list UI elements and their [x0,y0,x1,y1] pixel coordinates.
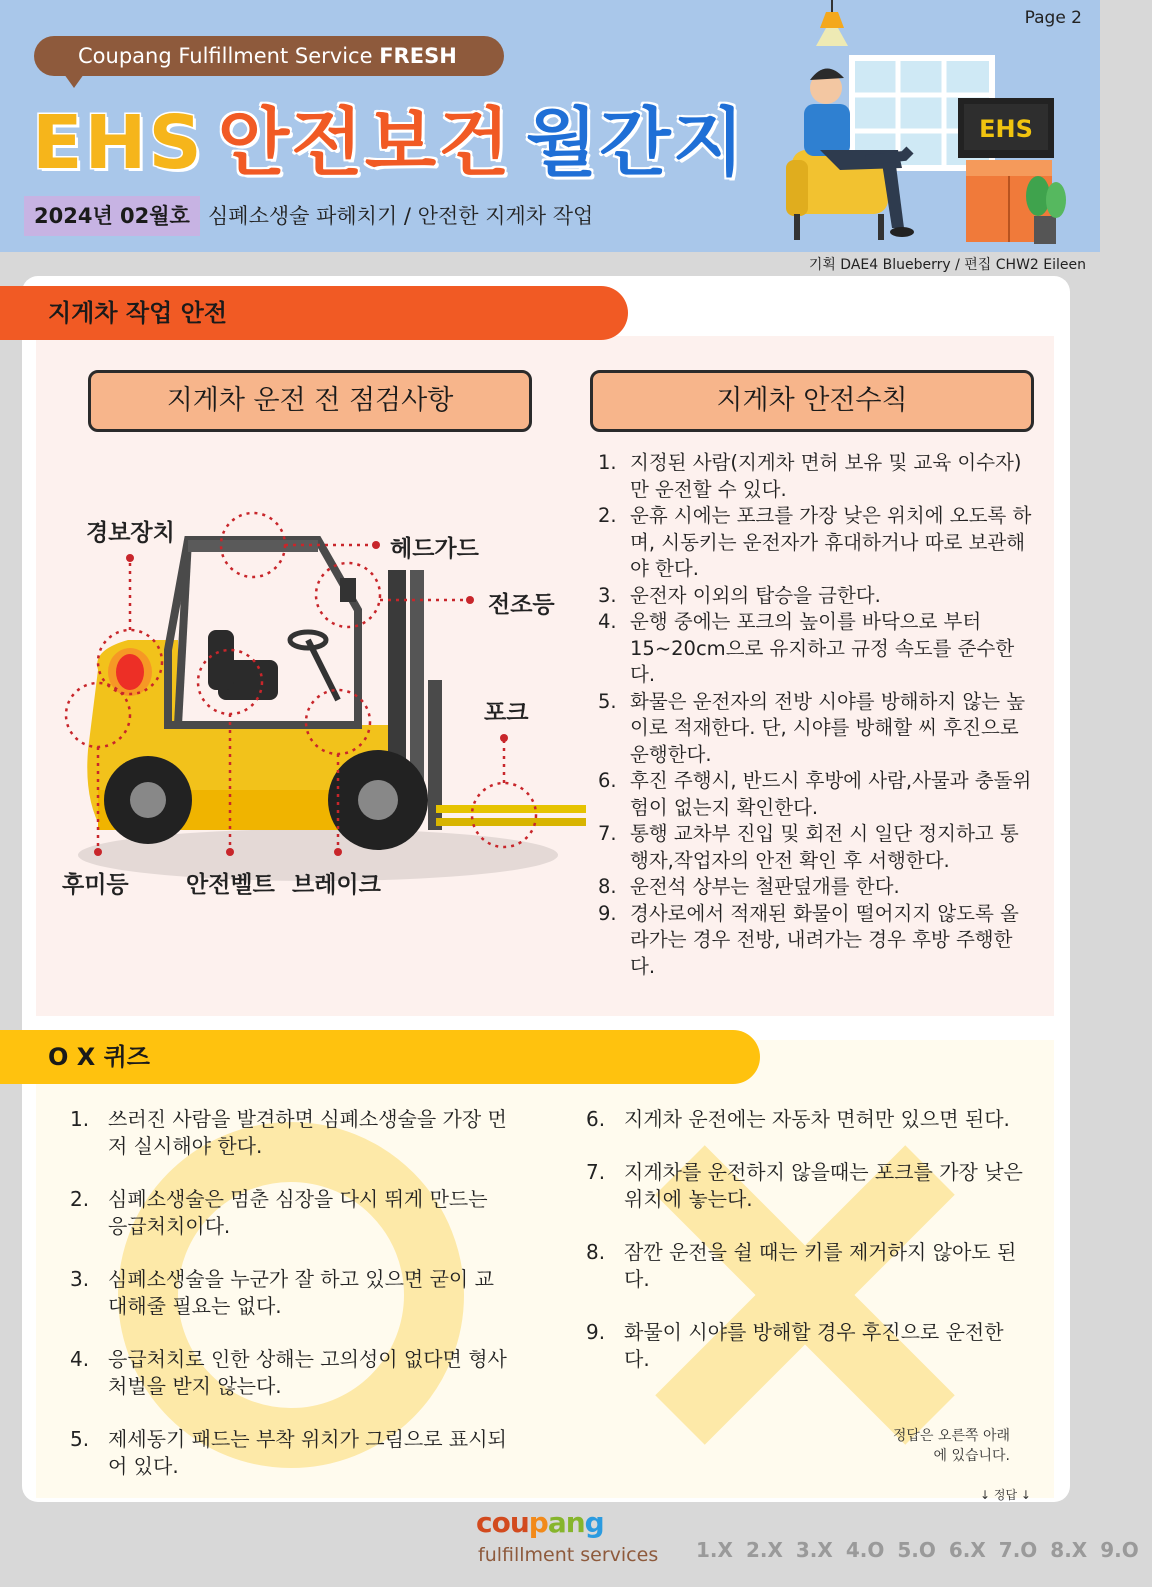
rule-text: 경사로에서 적재된 화물이 떨어지지 않도록 올라가는 경우 전방, 내려가는 경우 후방 주행한다. [630,901,1019,978]
answer-item: 7.O [998,1538,1038,1562]
rule-text: 후진 주행시, 반드시 후방에 사람,사물과 충돌위험이 없는지 확인한다. [630,769,1032,819]
rule-number: 4. [598,610,617,633]
quiz-list-left [70,1106,510,1506]
answer-item: 6.X [948,1538,986,1562]
lamp-icon [820,12,844,28]
header [0,0,1100,252]
logo-subtitle: fulfillment services [478,1544,659,1566]
quiz-text: 지게차를 운전하지 않을때는 포크를 가장 낮은 위치에 놓는다. [624,1160,1023,1211]
brand-name: Coupang Fulfillment Service [78,44,380,68]
safety-rules-title: 지게차 안전수칙 [590,370,1034,432]
rule-text: 화물은 운전자의 전방 시야를 방해하지 않는 높이로 적재한다. 단, 시야를 방해할 씨 후진으로 운행한다. [630,689,1026,766]
safety-rules-list [592,450,1032,980]
rule-number: 9. [598,901,617,925]
quiz-number: 6. [586,1107,606,1131]
list-item [592,901,1032,981]
quiz-number: 1. [70,1107,90,1131]
list-item [592,874,1032,901]
quiz-text: 화물이 시야를 방해할 경우 후진으로 운전한다. [624,1320,1004,1371]
answer-item: 5.O [897,1538,936,1562]
list-item [70,1346,510,1400]
headlight-icon [340,578,356,602]
quiz-text: 응급처치로 인한 상해는 고의성이 없다면 형사처벌을 받지 않는다. [108,1347,507,1398]
rule-text: 운휴 시에는 포크를 가장 낮은 위치에 오도록 하며, 시동키는 운전자가 휴대하거나 따로 보관해야 한다. [630,504,1032,580]
list-item [592,768,1032,821]
quiz-number: 2. [70,1187,90,1211]
header-illustration [780,0,1090,250]
part-label-alarm: 경보장치 [86,520,175,546]
list-item [70,1426,510,1480]
newsletter-title [32,84,746,190]
list-item [70,1266,510,1320]
rule-number: 2. [598,504,617,527]
title-ehs: EHS [32,100,204,186]
part-label-taillight: 후미등 [62,872,129,898]
quiz-text: 지게차 운전에는 자동차 면허만 있으면 된다. [624,1107,1010,1131]
answer-item: 4.O [845,1538,885,1562]
list-item [70,1106,510,1160]
list-item [586,1106,1026,1133]
quiz-number: 8. [586,1240,606,1264]
quiz-number: 7. [586,1160,606,1184]
quiz-text: 잠깐 운전을 쉴 때는 키를 제거하지 않아도 된다. [624,1240,1017,1291]
answer-item: 3.X [795,1538,833,1562]
list-item [592,450,1032,503]
brand-fresh: FRESH [379,44,457,68]
list-item [586,1319,1026,1373]
quiz-number: 9. [586,1320,606,1344]
title-monthly: 월간지 [525,100,747,186]
rule-number: 6. [598,769,617,792]
quiz-text: 제세동기 패드는 부착 위치가 그림으로 표시되어 있다. [108,1427,507,1478]
answer-item: 9.O [1100,1538,1139,1562]
quiz-text: 심폐소생술을 누군가 잘 하고 있으면 굳이 교대해줄 필요는 없다. [108,1267,494,1318]
rule-text: 운전자 이외의 탑승을 금한다. [630,583,881,607]
list-item [586,1239,1026,1293]
rule-text: 통행 교차부 진입 및 회전 시 일단 정지하고 통행자,작업자의 안전 확인 후 서행한다. [630,822,1019,872]
list-item [592,689,1032,769]
quiz-text: 심폐소생술은 멈춘 심장을 다시 뛰게 만드는 응급처치이다. [108,1187,488,1238]
answer-item: 8.X [1050,1538,1088,1562]
list-item [592,609,1032,689]
rule-text: 지정된 사람(지게차 면허 보유 및 교육 이수자)만 운전할 수 있다. [630,451,1022,501]
part-label-headlight: 전조등 [488,592,555,618]
answer-item: 2.X [745,1538,783,1562]
quiz-list-right [586,1106,1026,1399]
page-number: Page 2 [1024,8,1082,28]
rule-number: 8. [598,875,617,898]
tv-logo-text: EHS [979,115,1033,143]
quiz-section-title: O X 퀴즈 [0,1030,760,1084]
quiz-number: 5. [70,1427,90,1451]
part-label-head-guard: 헤드가드 [390,536,479,562]
answer-arrow: ↓ 정답 ↓ [980,1488,1031,1502]
list-item [592,583,1032,610]
coupang-logo [476,1506,604,1539]
rule-text: 운행 중에는 포크의 높이를 바닥으로 부터 15~20cm으로 유지하고 규정 속도를 준수한다. [630,610,1015,686]
pre-operation-check-title: 지게차 운전 전 점검사항 [88,370,532,432]
credit-line: 기획 DAE4 Blueberry / 편집 CHW2 Eileen [808,257,1086,273]
answer-note: 정답은 오른쪽 아래에 있습니다. [892,1428,1010,1464]
logo-part: p [528,1506,548,1539]
quiz-text: 쓰러진 사람을 발견하면 심폐소생술을 가장 먼저 실시해야 한다. [108,1107,507,1158]
rule-text: 운전석 상부는 철판덮개를 한다. [630,875,900,898]
answer-item: 1.X [696,1538,733,1562]
issue-badge: 2024년 02월호 [24,196,200,236]
part-label-brake: 브레이크 [292,872,381,898]
title-safety-health: 안전보건 [217,100,512,186]
part-label-fork: 포크 [484,700,529,726]
forklift-fork [436,805,586,813]
rule-number: 3. [598,583,617,607]
logo-part: g [584,1506,604,1539]
rule-number: 1. [598,451,617,474]
list-item [586,1159,1026,1213]
list-item [592,503,1032,583]
quiz-number: 3. [70,1267,90,1291]
quiz-answers [696,1538,1152,1562]
quiz-number: 4. [70,1347,90,1371]
rule-number: 5. [598,689,617,713]
list-item [70,1186,510,1240]
brand-bubble [34,36,504,76]
logo-part: an [547,1506,585,1539]
logo-part: cou [476,1506,529,1539]
forklift-section-title: 지게차 작업 안전 [0,286,628,340]
part-label-seatbelt: 안전벨트 [186,872,275,898]
issue-topics: 심폐소생술 파헤치기 / 안전한 지게차 작업 [208,204,594,228]
list-item [592,821,1032,874]
rule-number: 7. [598,822,617,845]
plant-icon [1034,216,1056,244]
